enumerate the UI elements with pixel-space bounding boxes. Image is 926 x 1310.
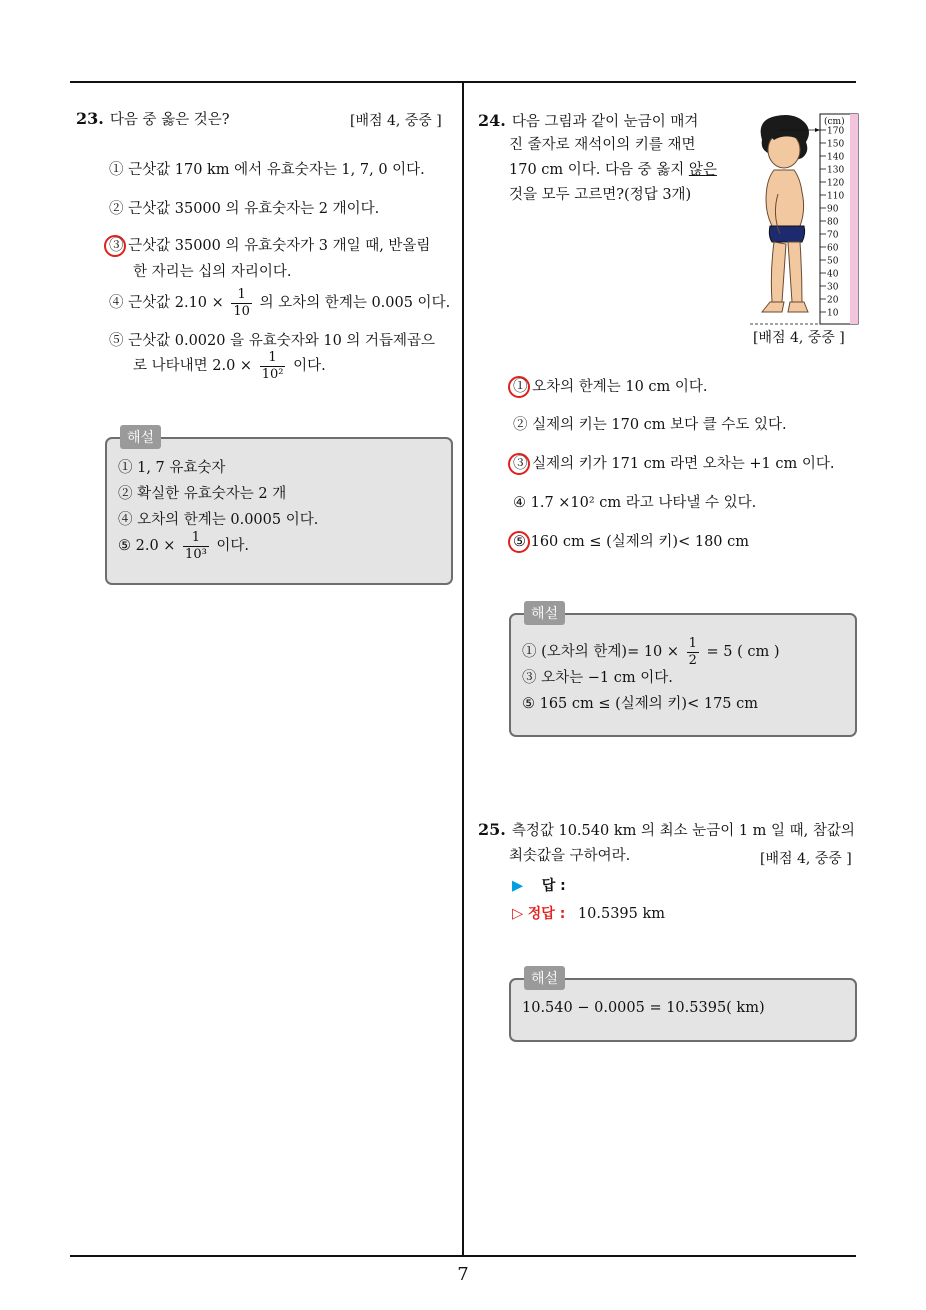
q24-explanation-label: 해설 [524,601,565,625]
option-text: 오차의 한계는 10 cm 이다. [532,379,708,395]
correct-arrow-icon: ▷ [512,906,524,922]
fraction-denominator: 10³ [185,546,207,562]
bottom-rule [70,1255,856,1257]
expl-text: = 5 ( cm ) [706,644,780,660]
expl-text: ① (오차의 한계)= 10 × [522,644,680,660]
q25-meta: [배점 4, 중중 ] [760,851,852,867]
q24-question-line-2: 진 줄자로 재석이의 키를 재면 [509,137,696,153]
ruler-tick-label: 110 [827,191,845,202]
page-number: 7 [457,1264,469,1285]
q24-expl-line-2: ③ 오차는 −1 cm 이다. [522,670,673,686]
option-label: ④ [513,495,526,511]
q23-expl-line-2: ② 확실한 유효숫자는 2 개 [118,486,287,502]
q25-question-line-2: 최솟값을 구하여라. [509,848,631,864]
q24-header [478,108,698,135]
q23-meta: [배점 4, 중중 ] [350,113,442,129]
option-label: ③ [109,238,124,254]
fraction-denominator: 10² [261,366,284,382]
option-label: ④ [109,295,124,311]
fraction [260,350,286,383]
option-label: ② [109,201,124,217]
ruler-tick-label: 80 [827,217,839,228]
ruler-tick-label: 20 [827,295,839,306]
underlined-word: 않은 [688,162,717,178]
option-text: 한 자리는 십의 자리이다. [133,264,292,280]
option-text: 근삿값 35000 의 유효숫자는 2 개이다. [128,201,380,217]
correct-label: 정답 : [527,906,566,922]
option-label: ② [513,417,528,433]
q24-question-line-4: 것을 모두 고르면?(정답 3개) [509,187,692,203]
option-text: 실제의 키가 171 cm 라면 오차는 +1 cm 이다. [532,456,835,472]
q23-option-4[interactable] [109,286,450,320]
q23-header [76,108,230,129]
q23-expl-line-1: ① 1, 7 유효숫자 [118,460,226,476]
q23-option-1[interactable] [109,157,425,183]
option-label: ⑤ [513,534,526,550]
q25-number: 25. [478,820,506,839]
option-label: ① [513,379,528,395]
column-divider [462,81,464,1257]
q23-option-3[interactable] [109,233,430,259]
q23-option-3-cont [133,259,292,285]
ruler-tick-label: 70 [827,230,839,241]
q23-option-2[interactable] [109,196,379,222]
expl-text: ⑤ 2.0 × [118,538,176,554]
fraction [183,530,209,563]
q25-correct-row [512,901,665,927]
option-text: 근삿값 2.10 × [128,295,224,311]
q23-question: 다음 중 옳은 것은? [109,112,230,128]
q25-answer-row [512,873,566,899]
answer-arrow-icon: ▶ [512,878,524,894]
option-label: ① [109,162,124,178]
fraction [687,636,699,669]
option-text: 의 오차의 한계는 0.005 이다. [259,295,451,311]
fraction-numerator: 1 [237,286,246,302]
fraction-numerator: 1 [191,529,201,545]
fraction-denominator: 2 [688,652,697,668]
q24-option-4[interactable] [513,490,756,516]
ruler-tick-label: 140 [827,152,845,163]
ruler-tick-label: 90 [827,204,839,215]
ruler-tick-label: 50 [827,256,839,267]
q23-option-5-cont [133,348,326,384]
ruler-pink-strip [850,114,858,324]
ruler-tick-label: 120 [827,178,845,189]
q23-explanation-label: 해설 [120,425,161,449]
answer-label: 답 : [541,878,566,894]
ruler-tick-label: 30 [827,282,839,293]
option-text: 160 cm ≤ (실제의 키)< 180 cm [530,534,749,550]
q24-expl-line-3: ⑤ 165 cm ≤ (실제의 키)< 175 cm [522,696,758,712]
fraction [231,287,252,320]
question-text: 170 cm 이다. 다음 중 옳지 [509,162,689,178]
q24-question-line-3 [509,157,717,183]
q24-option-3[interactable] [513,451,834,477]
ruler-tick-label: 10 [827,308,839,319]
ruler-tick-label: 60 [827,243,839,254]
q23-expl-line-4 [118,528,249,564]
ruler-tick-label: 170 [827,126,845,137]
person-illustration [761,115,809,312]
fraction-numerator: 1 [268,349,277,365]
ruler-unit: (cm) [824,117,845,127]
option-text: 이다. [293,358,326,374]
q24-number: 24. [478,111,506,130]
height-figure [740,110,862,330]
q23-expl-line-3: ④ 오차의 한계는 0.0005 이다. [118,512,319,528]
option-text: 1.7 ×10² cm 라고 나타낼 수 있다. [530,495,757,511]
q25-explanation-label: 해설 [524,966,565,990]
fraction-numerator: 1 [688,635,697,651]
ruler-tick-label: 130 [827,165,845,176]
fraction-denominator: 10 [233,303,250,319]
option-text: 로 나타내면 2.0 × [133,358,253,374]
q25-question-line-1: 측정값 10.540 km 의 최소 눈금이 1 m 일 때, 참값의 [511,823,855,839]
q24-question-line-1: 다음 그림과 같이 눈금이 매겨 [511,114,699,130]
option-text: 근삿값 0.0020 을 유효숫자와 10 의 거듭제곱으 [128,333,436,349]
ruler-tick-label: 40 [827,269,839,280]
q24-option-1[interactable] [513,374,708,400]
q24-option-2[interactable] [513,412,787,438]
option-label: ⑤ [109,333,124,349]
expl-text: 이다. [216,538,250,554]
option-text: 근삿값 170 km 에서 유효숫자는 1, 7, 0 이다. [128,162,425,178]
option-text: 근삿값 35000 의 유효숫자가 3 개일 때, 반올림 [128,238,431,254]
q25-header [478,817,855,844]
q24-meta: [배점 4, 중중 ] [753,330,845,346]
option-label: ③ [513,456,528,472]
correct-value: 10.5395 km [577,906,666,922]
option-text: 실제의 키는 170 cm 보다 클 수도 있다. [532,417,787,433]
ruler-tick-label: 150 [827,139,845,150]
q23-number: 23. [76,109,104,128]
q25-expl-line-1: 10.540 − 0.0005 = 10.5395( km) [522,1000,765,1016]
q24-option-5[interactable] [513,529,749,555]
